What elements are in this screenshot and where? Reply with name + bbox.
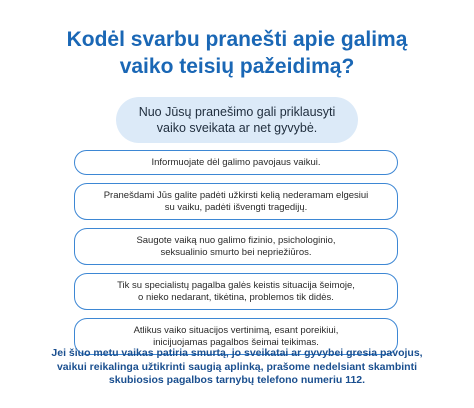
emergency-note-line-2: vaikui reikalinga užtikrinti saugią aplinką, prašome nedelsiant skambinti	[56, 360, 418, 373]
reason-item	[74, 150, 398, 175]
emergency-note	[0, 347, 474, 388]
reason-item-line-1: Tik su specialistų pagalba galės keistis situacija šeimoje,	[117, 279, 355, 291]
reason-item-line-1: Saugote vaiką nuo galimo fizinio, psichologinio,	[136, 234, 336, 246]
emergency-note-line-3: skubiosios pagalbos tarnybų telefono numeriu 112.	[108, 374, 366, 386]
page-title	[0, 26, 474, 80]
reasons-list	[74, 150, 398, 363]
reason-item-line-2: su vaiku, padėti išvengti tragedijų.	[164, 201, 308, 213]
emergency-note-line-1: Jei šiuo metu vaikas patiria smurtą, jo sveikatai ar gyvybei gresia pavojus,	[51, 347, 423, 359]
subtitle-banner	[116, 97, 358, 143]
reason-item-line-1: Atlikus vaiko situacijos vertinimą, esant poreikiui,	[133, 324, 339, 336]
reason-item	[74, 228, 398, 265]
subtitle-line-2: vaiko sveikata ar net gyvybė.	[156, 121, 318, 135]
reason-item-line-1: Pranešdami Jūs galite padėti užkirsti kelią nederamam elgesiui	[103, 189, 369, 201]
reason-item-line-1: Informuojate dėl galimo pavojaus vaikui.	[151, 156, 321, 168]
reason-item	[74, 273, 398, 310]
reason-item-line-2: inicijuojamas pagalbos šeimai teikimas.	[153, 336, 319, 348]
title-line-1: Kodėl svarbu pranešti apie galimą	[66, 28, 408, 51]
title-line-2: vaiko teisių pažeidimą?	[119, 55, 355, 78]
reason-item-line-2: o nieko nedarant, tikėtina, problemos tik didės.	[138, 291, 334, 303]
subtitle-line-1: Nuo Jūsų pranešimo gali priklausyti	[138, 105, 336, 119]
reason-item-line-2: seksualinio smurto bei nepriežiūros.	[160, 246, 312, 258]
reason-item	[74, 183, 398, 220]
